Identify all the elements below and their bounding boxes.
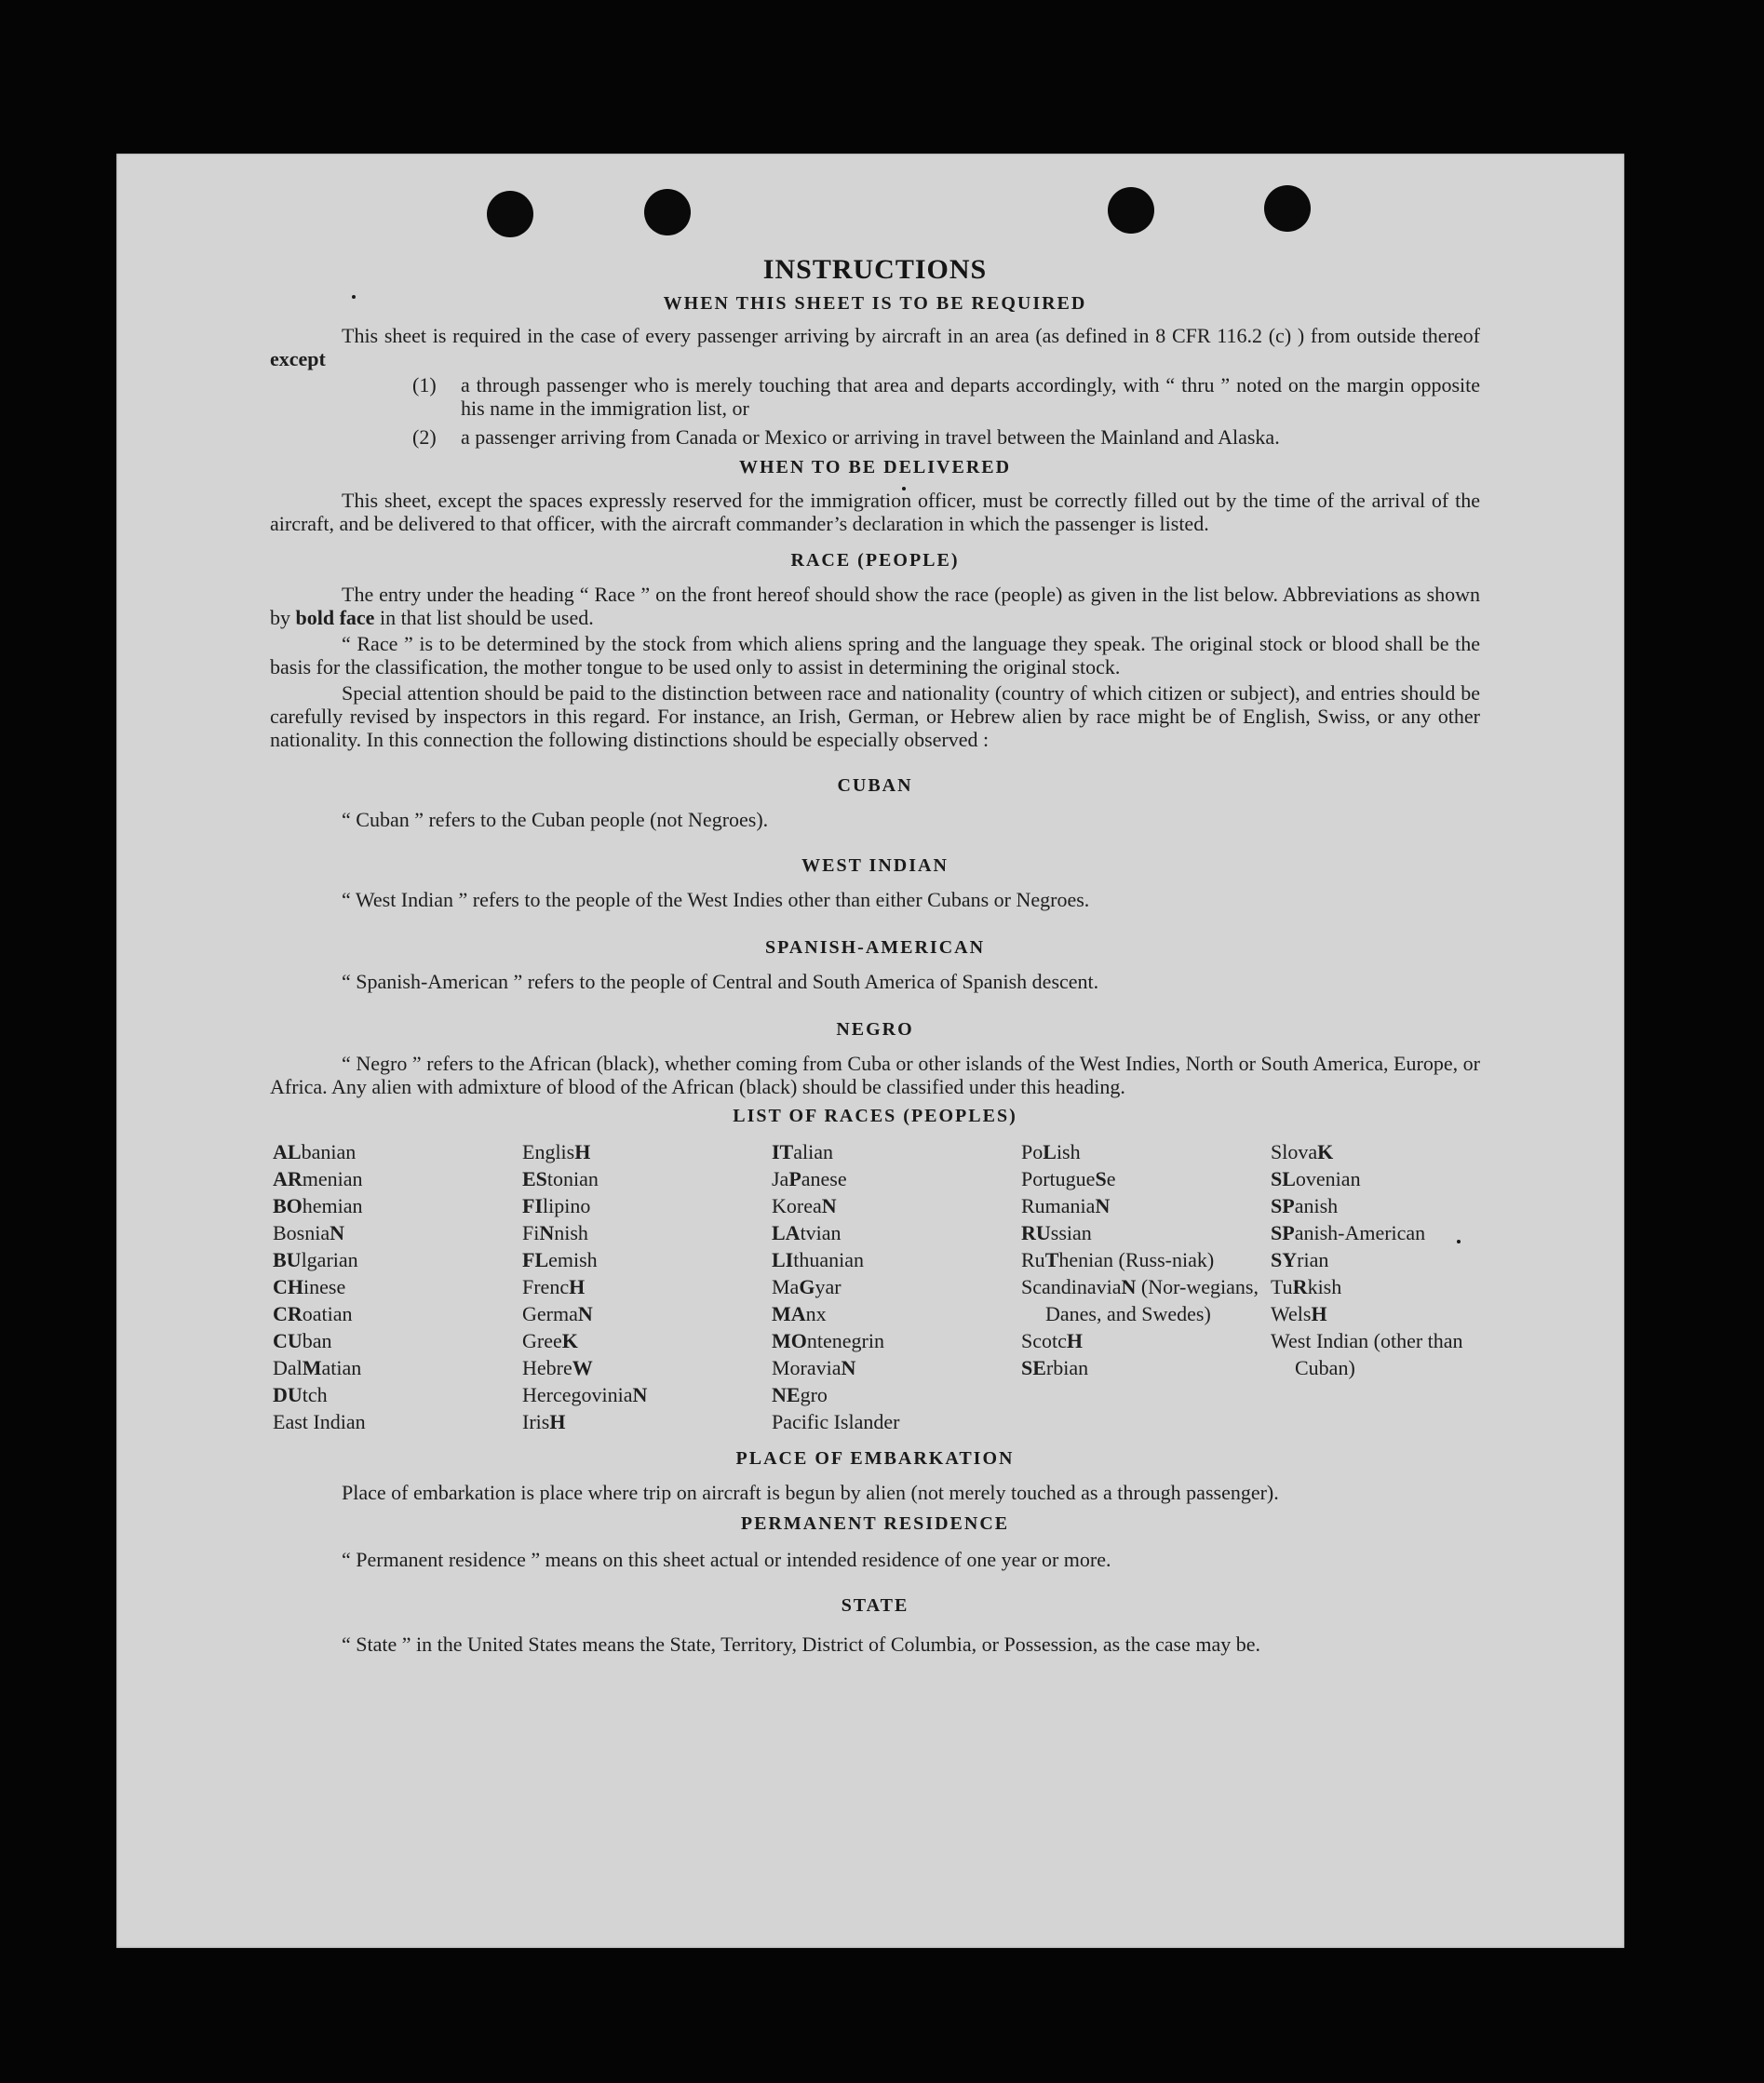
- required-item-1: (1) a through passenger who is merely touching that area and departs accordingly, with “ thru ” noted on the margin opposite his name in the immigration list, or: [412, 373, 1480, 420]
- races-column: [772, 1138, 1021, 1435]
- race-entry: MoraviaN: [772, 1356, 856, 1379]
- paragraph-negro: “ Negro ” refers to the African (black), whether coming from Cuba or other islands of the West Indies, North or South America, Europe, or Africa. Any alien with admixture of blood of the African (black) should be classified under this heading.: [270, 1052, 1480, 1098]
- race-entry: West Indian (other than Cuban): [1271, 1329, 1463, 1379]
- race-entry: FrencH: [522, 1275, 586, 1298]
- heading-embarkation: PLACE OF EMBARKATION: [735, 1448, 1015, 1469]
- race-entry: East Indian: [273, 1410, 366, 1433]
- race-entry: SErbian: [1021, 1356, 1089, 1379]
- race-entry: NEgro: [772, 1383, 828, 1406]
- heading-race: RACE (PEOPLE): [790, 550, 960, 571]
- race-entry: IrisH: [522, 1410, 566, 1433]
- paragraph-embarkation: Place of embarkation is place where trip on aircraft is begun by alien (not merely touched as a through passenger).: [342, 1481, 1279, 1504]
- punch-hole: [1108, 187, 1154, 234]
- race-entry: CUban: [273, 1329, 332, 1352]
- race-entry: SYrian: [1271, 1248, 1329, 1271]
- race-entry: PortugueSe: [1021, 1167, 1116, 1190]
- race-entry: GreeK: [522, 1329, 578, 1352]
- race-entry: RumaniaN: [1021, 1194, 1111, 1217]
- race-entry: HercegoviniaN: [522, 1383, 648, 1406]
- heading-required: WHEN THIS SHEET IS TO BE REQUIRED: [663, 293, 1087, 314]
- race-entry: FIlipino: [522, 1194, 591, 1217]
- race-entry: ScotcH: [1021, 1329, 1084, 1352]
- race-entry: WelsH: [1271, 1302, 1327, 1325]
- race-entry: PoLish: [1021, 1140, 1081, 1163]
- race-entry: CRoatian: [273, 1302, 353, 1325]
- heading-spanish-american: SPANISH-AMERICAN: [764, 937, 986, 958]
- race-entry: BOhemian: [273, 1194, 363, 1217]
- race-entry: SPanish: [1271, 1194, 1339, 1217]
- punch-hole: [1264, 185, 1311, 232]
- race-entry: RuThenian (Russ-niak): [1021, 1248, 1215, 1271]
- race-entry: SLovenian: [1271, 1167, 1361, 1190]
- instructions-content: [270, 254, 1480, 1660]
- races-column: [273, 1138, 522, 1435]
- race-entry: MaGyar: [772, 1275, 842, 1298]
- race-entry: HebreW: [522, 1356, 593, 1379]
- race-entry: GermaN: [522, 1302, 593, 1325]
- races-column: [522, 1138, 772, 1435]
- race-entry: Pacific Islander: [772, 1410, 900, 1433]
- paragraph-cuban: “ Cuban ” refers to the Cuban people (not Negroes).: [342, 808, 769, 831]
- paragraph-race-1: The entry under the heading “ Race ” on the front hereof should show the race (people) as given in the list below. Abbreviations as shown by bold face in that list should be used.: [270, 583, 1480, 629]
- heading-west-indian: WEST INDIAN: [801, 855, 949, 876]
- race-entry: SPanish-American: [1271, 1221, 1426, 1244]
- heading-list-of-races: LIST OF RACES (PEOPLES): [733, 1106, 1017, 1126]
- race-entry: MOntenegrin: [772, 1329, 884, 1352]
- race-entry: ScandinaviaN (Nor-wegians, Danes, and Swedes): [1021, 1275, 1259, 1325]
- race-entry: FiNnish: [522, 1221, 588, 1244]
- punch-hole: [644, 189, 691, 235]
- race-entry: LAtvian: [772, 1221, 842, 1244]
- race-entry: DalMatian: [273, 1356, 362, 1379]
- races-column: [1271, 1138, 1483, 1435]
- paragraph-required: This sheet is required in the case of every passenger arriving by aircraft in an area (as defined in 8 CFR 116.2 (c) ) from outside thereof except: [270, 324, 1480, 370]
- paragraph-residence: “ Permanent residence ” means on this sheet actual or intended residence of one year or more.: [342, 1548, 1111, 1571]
- punch-hole: [487, 191, 533, 237]
- race-entry: KoreaN: [772, 1194, 837, 1217]
- race-entry: EStonian: [522, 1167, 599, 1190]
- race-entry: BosniaN: [273, 1221, 345, 1244]
- race-entry: FLemish: [522, 1248, 598, 1271]
- races-list: [273, 1138, 1480, 1435]
- required-item-2: (2) a passenger arriving from Canada or Mexico or arriving in travel between the Mainland and Alaska.: [412, 425, 1280, 449]
- race-entry: MAnx: [772, 1302, 827, 1325]
- paragraph-west-indian: “ West Indian ” refers to the people of the West Indies other than either Cubans or Negroes.: [342, 888, 1090, 911]
- race-entry: ITalian: [772, 1140, 834, 1163]
- race-entry: SlovaK: [1271, 1140, 1334, 1163]
- race-entry: EnglisH: [522, 1140, 591, 1163]
- paragraph-race-2: “ Race ” is to be determined by the stock from which aliens spring and the language they speak. The original stock or blood shall be the basis for the classification, the mother tongue to be used only to assist in determining the original stock.: [270, 632, 1480, 679]
- heading-delivered: WHEN TO BE DELIVERED: [738, 457, 1012, 477]
- document-sheet: [116, 154, 1624, 1948]
- heading-residence: PERMANENT RESIDENCE: [740, 1513, 1010, 1534]
- race-entry: ARmenian: [273, 1167, 363, 1190]
- paragraph-race-3: Special attention should be paid to the distinction between race and nationality (country of which citizen or subject), and entries should be carefully revised by inspectors in this regard. For instance, an Irish, German, or Hebrew alien by race might be of English, Swiss, or any other nationality. In this connection the following distinctions should be especially observed :: [270, 681, 1480, 751]
- race-entry: TuRkish: [1271, 1275, 1342, 1298]
- page-title: INSTRUCTIONS: [762, 254, 988, 285]
- paragraph-state: “ State ” in the United States means the State, Territory, District of Columbia, or Possession, as the case may be.: [342, 1633, 1261, 1656]
- race-entry: BUlgarian: [273, 1248, 358, 1271]
- heading-cuban: CUBAN: [837, 775, 913, 796]
- paragraph-delivered: This sheet, except the spaces expressly reserved for the immigration officer, must be correctly filled out by the time of the arrival of the aircraft, and be delivered to that officer, with the aircraft commander’s declaration in which the passenger is listed.: [270, 489, 1480, 535]
- race-entry: JaPanese: [772, 1167, 847, 1190]
- heading-negro: NEGRO: [836, 1019, 914, 1040]
- heading-state: STATE: [841, 1595, 909, 1616]
- race-entry: DUtch: [273, 1383, 328, 1406]
- races-column: [1021, 1138, 1271, 1435]
- paragraph-spanish-american: “ Spanish-American ” refers to the people of Central and South America of Spanish descent.: [342, 970, 1099, 993]
- race-entry: RUssian: [1021, 1221, 1092, 1244]
- race-entry: LIthuanian: [772, 1248, 865, 1271]
- race-entry: ALbanian: [273, 1140, 357, 1163]
- race-entry: CHinese: [273, 1275, 346, 1298]
